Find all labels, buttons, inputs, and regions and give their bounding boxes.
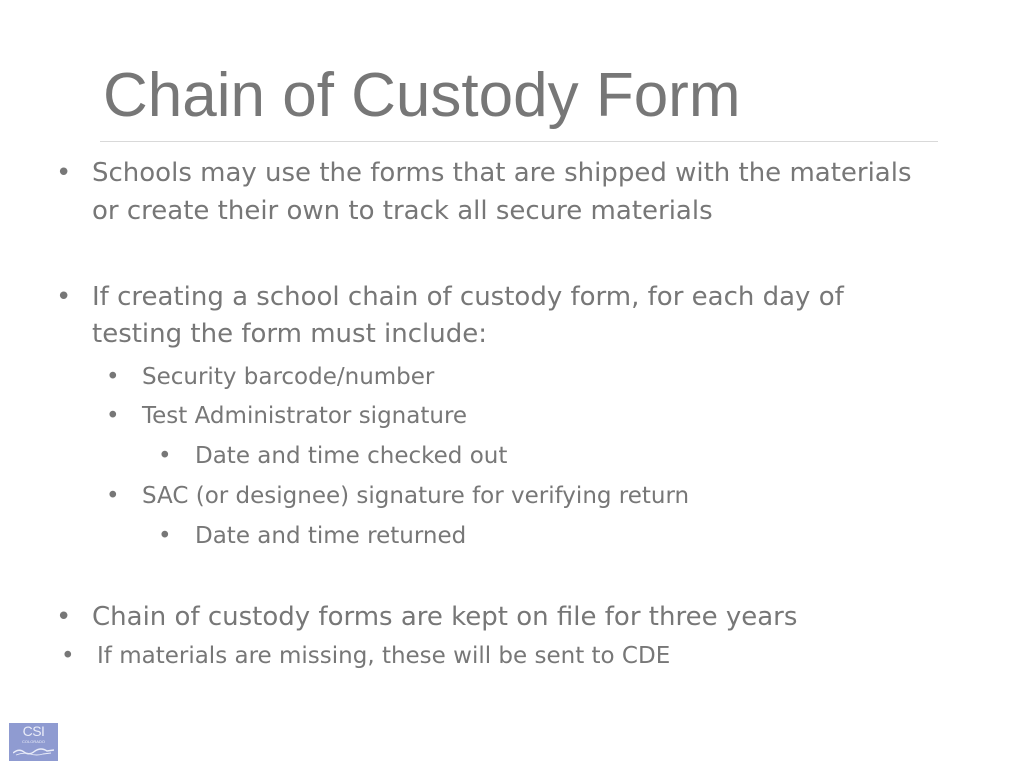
logo-subtext: COLORADO <box>22 739 45 744</box>
bullet-icon: • <box>56 282 72 312</box>
bullet-text: Chain of custody forms are kept on file for three years <box>92 602 798 632</box>
csi-logo <box>9 723 58 761</box>
bullet-text: or create their own to track all secure materials <box>92 196 713 226</box>
bullet-text: Security barcode/number <box>142 364 435 390</box>
bullet-text: SAC (or designee) signature for verifying return <box>142 483 690 509</box>
sub-bullet-sac-signature <box>106 481 690 511</box>
bullet-text: testing the form must include: <box>92 319 487 349</box>
bullet-text: Date and time returned <box>195 523 467 549</box>
bullet-icon: • <box>56 602 72 632</box>
sub-bullet-security-barcode <box>106 362 435 392</box>
bullet-icon: • <box>56 158 72 188</box>
sub-sub-bullet-checked-out <box>158 441 508 471</box>
bullet-text: If creating a school chain of custody form, for each day of <box>92 282 844 312</box>
bullet-item-continuation <box>92 193 713 230</box>
bullet-icon: • <box>106 364 120 390</box>
bullet-icon: • <box>158 523 172 549</box>
bullet-text: Date and time checked out <box>195 443 508 469</box>
bullet-item-three-years <box>56 599 798 636</box>
bullet-text: Schools may use the forms that are shipped with the materials <box>92 158 912 188</box>
bullet-item-creating-form <box>56 279 844 316</box>
bullet-item-shipped-forms <box>56 155 912 192</box>
bullet-item-missing-materials <box>61 641 671 671</box>
slide-title: Chain of Custody Form <box>103 61 741 130</box>
bullet-icon: • <box>106 403 120 429</box>
logo-text: CSI <box>22 723 45 739</box>
bullet-icon: • <box>158 443 172 469</box>
bullet-text: If materials are missing, these will be sent to CDE <box>97 643 671 669</box>
bullet-item-continuation <box>92 316 487 353</box>
sub-bullet-ta-signature <box>106 401 468 431</box>
bullet-icon: • <box>106 483 120 509</box>
sub-sub-bullet-returned <box>158 521 467 551</box>
mountain-wave-icon <box>13 745 54 757</box>
title-divider <box>100 141 938 142</box>
bullet-text: Test Administrator signature <box>142 403 468 429</box>
bullet-icon: • <box>61 643 75 669</box>
